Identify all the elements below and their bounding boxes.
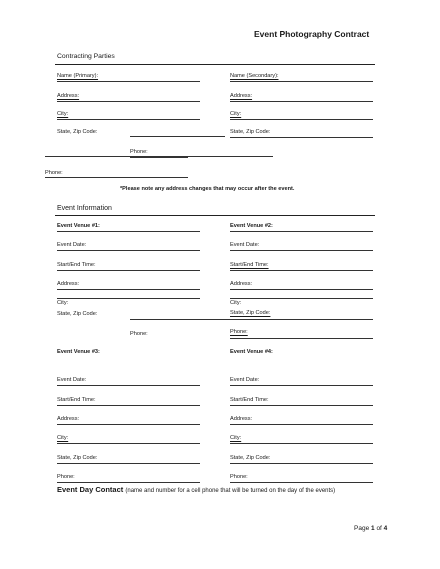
venue4-city-label: City: [230,435,242,441]
address-change-note: *Please note any address changes that may occur after the event. [120,186,295,192]
phone-center-field-long[interactable] [45,156,273,157]
venue3-state-label: State, Zip Code: [57,455,98,461]
city-right-field[interactable] [230,119,373,120]
venue3-date-label: Event Date: [57,377,87,383]
venue1-state-field[interactable] [130,319,373,320]
venue3-address-field[interactable] [57,424,200,425]
venue2-time-field[interactable] [230,270,373,271]
city-left-label: City: [57,111,69,117]
venue3-state-field[interactable] [57,463,200,464]
venue4-time-field[interactable] [230,405,373,406]
venue2-phone-label: Phone: [230,329,248,335]
venue3-label: Event Venue #3: [57,349,100,355]
venue3-time-field[interactable] [57,405,200,406]
venue4-phone-field[interactable] [230,482,373,483]
venue1-city-field[interactable] [57,298,200,299]
venue4-date-field[interactable] [230,385,373,386]
venue2-label: Event Venue #2: [230,223,273,229]
venue4-city-field[interactable] [230,443,373,444]
document-title: Event Photography Contract [254,29,370,39]
venue1-address-label: Address: [57,281,80,287]
page-current: 1 [371,525,375,532]
section-heading-contracting-parties: Contracting Parties [57,53,115,60]
phone-center-label: Phone: [130,149,148,155]
venue2-date-field[interactable] [230,250,373,251]
venue1-date-label: Event Date: [57,242,87,248]
venue1-phone-label: Phone: [130,331,148,337]
venue4-date-label: Event Date: [230,377,260,383]
venue2-address-label: Address: [230,281,253,287]
state-zip-left-label: State, Zip Code: [57,129,98,135]
event-day-contact-label: Event Day Contact [57,485,124,494]
venue3-phone-field[interactable] [57,482,200,483]
venue4-label: Event Venue #4: [230,349,273,355]
event-day-contact-note: (name and number for a cell phone that will be turned on the day of the events) [125,488,336,494]
address-left-label: Address: [57,93,80,99]
section-rule [55,64,375,65]
phone-center-field-left[interactable] [130,157,188,158]
venue4-time-label: Start/End Time: [230,397,269,403]
name-secondary-label: Name (Secondary): [230,73,279,79]
state-zip-left-field[interactable] [130,136,225,137]
venue4-phone-label: Phone: [230,474,248,480]
venue1-date-field[interactable] [57,250,200,251]
section-rule [55,215,375,216]
venue3-city-field[interactable] [57,443,200,444]
venue2-city-label: City: [230,300,242,306]
venue2-address-field[interactable] [230,289,373,290]
state-zip-right-field[interactable] [230,137,373,138]
section-heading-event-information: Event Information [57,205,112,212]
venue4-address-label: Address: [230,416,253,422]
venue2-city-field[interactable] [230,298,373,299]
venue3-phone-label: Phone: [57,474,75,480]
page-total: 4 [383,525,388,532]
venue2-time-label: Start/End Time: [230,262,269,268]
address-left-field[interactable] [57,101,200,102]
venue1-city-label: City: [57,300,69,306]
address-right-field[interactable] [230,101,373,102]
page-of: of [376,525,382,532]
page-prefix: Page [354,525,370,532]
state-zip-right-label: State, Zip Code: [230,129,271,135]
venue4-state-label: State, Zip Code: [230,455,271,461]
city-right-label: City: [230,111,242,117]
venue1-label: Event Venue #1: [57,223,100,229]
venue2-phone-field[interactable] [230,338,373,339]
name-primary-field[interactable] [57,81,200,82]
name-secondary-field[interactable] [230,81,373,82]
venue3-city-label: City: [57,435,69,441]
address-right-label: Address: [230,93,253,99]
venue2-field[interactable] [230,231,373,232]
venue3-date-field[interactable] [57,385,200,386]
venue2-date-label: Event Date: [230,242,260,248]
phone-left-field[interactable] [45,177,188,178]
venue3-time-label: Start/End Time: [57,397,96,403]
venue3-address-label: Address: [57,416,80,422]
name-primary-label: Name (Primary): [57,73,99,79]
venue4-address-field[interactable] [230,424,373,425]
page-indicator [354,525,387,532]
venue1-state-label: State, Zip Code: [57,311,98,317]
venue4-state-field[interactable] [230,463,373,464]
city-left-field[interactable] [57,119,200,120]
event-day-contact [57,485,335,494]
venue1-address-field[interactable] [57,289,200,290]
venue2-state-label: State, Zip Code: [230,310,271,316]
venue1-time-field[interactable] [57,270,200,271]
venue1-field[interactable] [57,231,200,232]
venue1-time-label: Start/End Time: [57,262,96,268]
phone-left-label: Phone: [45,170,63,176]
